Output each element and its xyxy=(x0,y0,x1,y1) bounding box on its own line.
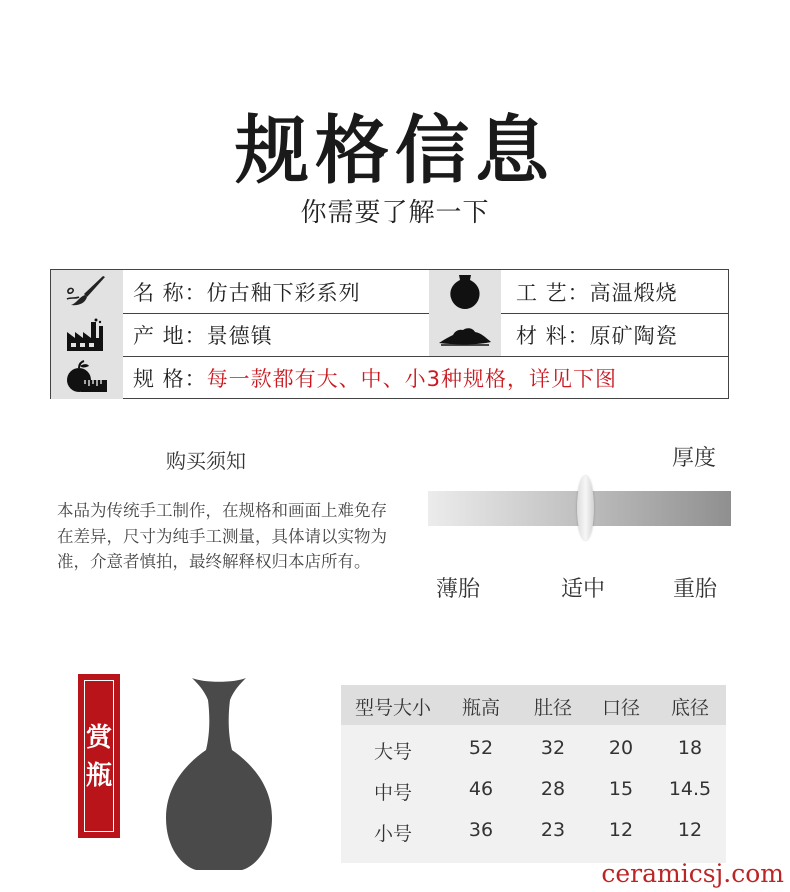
spec-cell: 12 xyxy=(608,819,634,841)
info-spec-text xyxy=(133,356,617,399)
info-craft-text: 工 艺：高温煅烧 xyxy=(516,280,678,305)
info-name-text: 名 称：仿古釉下彩系列 xyxy=(133,280,361,305)
vase-silhouette xyxy=(160,676,278,876)
appreciation-badge xyxy=(78,674,120,838)
spec-header-cell: 口径 xyxy=(601,697,640,719)
notice-body: 本品为传统手工制作，在规格和画面上难免存在差异，尺寸为纯手工测量，具体请以实物为准，介意者慎拍，最终解释权归本店所有。 xyxy=(57,501,387,571)
thickness-label-thin: 薄胎 xyxy=(436,577,481,602)
info-spec-label: 规 格： xyxy=(133,366,207,391)
info-row-spec xyxy=(51,356,728,399)
spec-header-cell: 型号大小 xyxy=(354,697,431,719)
badge-char-2: 瓶 xyxy=(85,761,112,791)
info-row-origin-material xyxy=(51,313,728,357)
spec-header-cell: 瓶高 xyxy=(461,697,500,719)
spec-cell: 小号 xyxy=(373,823,412,845)
info-origin-text: 产 地：景德镇 xyxy=(133,323,273,348)
spec-cell: 32 xyxy=(540,737,566,759)
spec-cell: 36 xyxy=(468,819,494,841)
thickness-marker xyxy=(577,476,594,540)
brush-icon xyxy=(51,270,123,313)
thickness-title: 厚度 xyxy=(672,446,717,471)
site-watermark: ceramicsj.com xyxy=(601,859,784,888)
spec-cell: 12 xyxy=(677,819,703,841)
clay-pile-icon xyxy=(429,313,501,356)
product-info-table xyxy=(50,269,729,399)
vase-silhouette-icon xyxy=(429,270,501,313)
info-material-text: 材 料：原矿陶瓷 xyxy=(516,323,678,348)
size-spec-table xyxy=(341,685,726,863)
spec-cell: 23 xyxy=(540,819,566,841)
spec-cell: 中号 xyxy=(373,782,412,804)
spec-cell: 46 xyxy=(468,778,494,800)
apple-ruler-icon xyxy=(51,356,123,399)
page-title: 规格信息 xyxy=(235,108,555,194)
page-subtitle: 你需要了解一下 xyxy=(300,198,490,228)
thickness-label-heavy: 重胎 xyxy=(673,577,718,602)
spec-cell: 14.5 xyxy=(668,778,712,800)
spec-header-cell: 底径 xyxy=(670,697,709,719)
spec-header-cell: 肚径 xyxy=(533,697,572,719)
info-row-name-craft xyxy=(51,270,728,314)
badge-char-1: 赏 xyxy=(85,723,112,753)
spec-cell: 大号 xyxy=(373,741,412,763)
info-spec-value: 每一款都有大、中、小3种规格，详见下图 xyxy=(206,366,618,391)
spec-cell: 20 xyxy=(608,737,634,759)
spec-cell: 18 xyxy=(677,737,703,759)
spec-cell: 28 xyxy=(540,778,566,800)
spec-cell: 15 xyxy=(608,778,634,800)
thickness-label-medium: 适中 xyxy=(561,577,606,602)
factory-icon xyxy=(51,313,123,356)
spec-cell: 52 xyxy=(468,737,494,759)
notice-title: 购买须知 xyxy=(166,449,246,473)
